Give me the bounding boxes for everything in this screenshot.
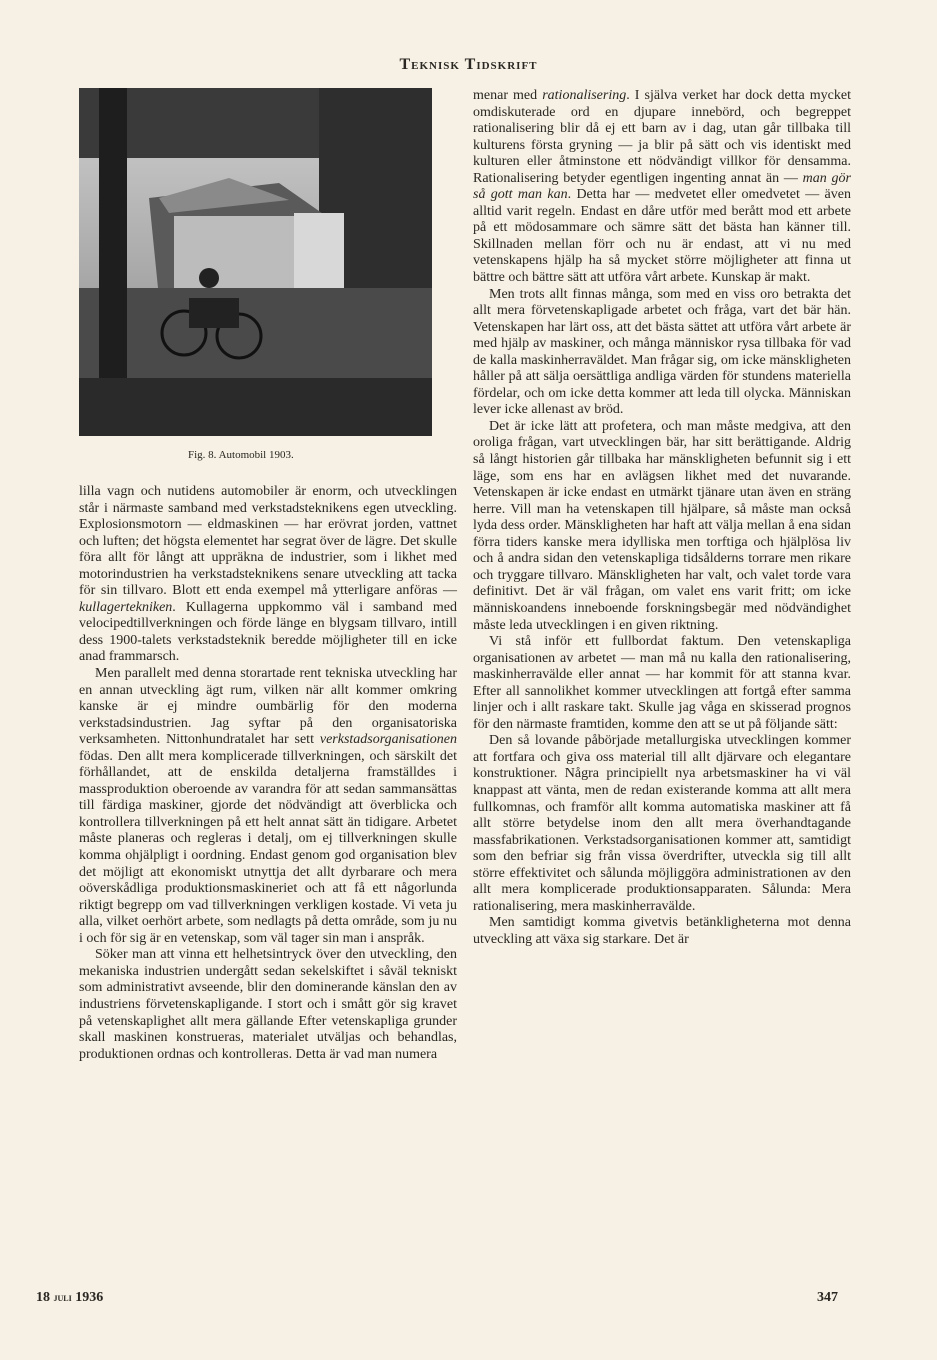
right-column — [473, 88, 851, 948]
right-paragraph-6: Men samtidigt komma givetvis betänkligheterna mot denna utveckling att växa sig starkare. Det är — [473, 915, 851, 947]
journal-title: Teknisk Tidskrift — [399, 56, 538, 73]
right-paragraph-2: Men trots allt finnas många, som med en viss oro betrakta det allt mera förvetenskapligade arbetet och fråga, vart det bär hän. Vetenskapen har lärt oss, att det bästa sättet att utföra vårt arbete är med hjälp av maskiner, och många människor rysa tillbaka för vad de kalla maskinherraväldet. Man frågar sig, om icke mänskligheten håller på att sälja oersättliga andliga värden för stundens materiella fördelar, och om icke detta kommer att leda till olycka. Människan lever icke allenast av bröd. — [473, 286, 851, 418]
left-paragraph-3: Söker man att vinna ett helhetsintryck över den utveckling, den mekaniska industrien undergått sedan sekelskiftet i såväl tekniskt som administrativt avseende, blir den dominerande känslan den av industriens förvetenskapligande. I stort och i smått gör sig kravet på vetenskaplighet allt mera gällande Efter vetenskapliga grunder skall maskinen konstrueras, materialet utväljas och behandlas, produktionen ordnas och kontrolleras. Detta är vad man numera — [79, 947, 457, 1062]
right-paragraph-5: Den så lovande påbörjade metallurgiska utvecklingen kommer att fortfara och giva oss material till allt djärvare och elegantare konstruktioner. Några principiellt nya arbetsmaskiner ha vi väl knappast att vänta, men de redan existerande komma att allt mera fullkomnas, och framför allt komma automatiska maskiner att få allt större betydelse inom den allt mera överhandtagande massfabrikationen. Verkstadsorganisationen kommer att, samtidigt som den befriar sig från vissa överdrifter, utveckla sig till allt större effektivitet och sålunda möjliggöra administrationen av den allt mera komplicerade produktionsapparaten. Sålunda: Mera rationalisering, mera maskinherravälde. — [473, 733, 851, 914]
right-paragraph-3: Det är icke lätt att profetera, och man måste medgiva, att den oroliga frågan, vart utvecklingen bär, har sitt berättigande. Aldrig så långt historien går tillbaka har mänskligheten befunnit sig i ett läge, som ens har en avlägsen likhet med det nuvarande. Vetenskapen är icke endast en utmärkt tjänare utan även en sträng herre. Vill man ha vetenskapen till hjälpare, så måste man också lyda dess order. Mänskligheten har haft att välja mellan å ena sidan förra tiders kanske mera idylliska men torftiga och hjälplösa liv och å andra sidan den vetenskapliga tidsålderns torrare men rikare och tryggare tillvaro. Mänskligheten har valt, och valet torde vara definitivt. Det är väl frågan, om valet ens varit fritt; om icke människoandens inneboende forskningsbegär med nödvändighet måste leda utvecklingen i en given riktning. — [473, 418, 851, 633]
page-number: 347 — [817, 1290, 838, 1305]
figure-caption: Fig. 8. Automobil 1903. — [188, 449, 294, 461]
issue-date: 18 juli 1936 — [36, 1290, 104, 1305]
right-paragraph-4: Vi stå inför ett fullbordat faktum. Den vetenskapliga organisationen av arbetet — man må nu kalla den rationalisering, maskinherravälde eller annat — har kommit för att stanna kvar. Efter all sannolikhet kommer utvecklingen att fortgå efter samma linjer och i allt raskare takt. Skulle jag våga en skisserad prognos för den närmaste framtiden, komme den att se ut på följande sätt: — [473, 634, 851, 732]
left-column — [79, 484, 457, 1063]
automobile-photo — [79, 88, 432, 436]
left-paragraph-2: Men parallelt med denna storartade rent tekniska utveckling har en annan utveckling ägt rum, vilken när allt kommer omkring kanske är ej mindre oumbärlig för den moderna verkstadsindustrien. Jag syftar på den organisatoriska verksamheten. Nittonhundratalet har sett verkstadsorganisationen födas. Den allt mera komplicerade tillverkningen, och särskilt det förhållandet, att de enskilda detaljerna framställdes i massproduktion oberoende av varandra för att sedan sammansättas till färdiga maskiner, gjorde det nödvändigt att överblicka och kontrollera tillverkningen på ett helt annat sätt än tidigare. Arbetet måste planeras och regleras i detalj, om ej tillverkningen skulle komma ohjälpligt i oordning. Endast genom god organisation blev det möjligt att ekonomiskt utnyttja det allt dyrbarare och mera oöverskådliga produktionsmaskineriet och att få ett någorlunda riktigt begrepp om vad tillverkningen verkligen kostade. Vi veta ju alla, vilket oerhört arbete, som nedlagts på detta område, som ju nu i och för sig är en vetenskap, som väl tager sin man i anspråk. — [79, 666, 457, 946]
left-paragraph-1: lilla vagn och nutidens automobiler är enorm, och utvecklingen står i närmaste samband med verkstadsteknikens egen utveckling. Explosionsmotorn — eldmaskinen — har erövrat jorden, vattnet och luften; det högsta elementet har segrat över de lägre. Det skulle föra allt för långt att uppräkna de industrier, som i likhet med motorindustrien ha verkstadsteknikens senare utveckling att tacka för sin tillvaro. Blott ett enda exempel må ytterligare anföras — kullagertekniken. Kullagerna uppkommo väl i samband med velocipedtillverkningen och förde länge en blygsam tillvaro, intill dess 1900-talets verkstadsteknik beredde möjligheter till en icke anad frammarsch. — [79, 484, 457, 665]
right-paragraph-1: menar med rationalisering. I själva verket har dock detta mycket omdiskuterade ord en djupare innebörd, och begreppet rationalisering blir då ej ett barn av i dag, utan går tillbaka till kulturens första gryning — ja blir på sätt och vis identiskt med kulturen eller åtminstone ett nödvändigt villkor för densamma. Rationalisering betyder egentligen ingenting annat än — man gör så gott man kan. Detta har — medvetet eller omedvetet — även alltid varit regeln. Endast en dåre utför med berått mod ett arbete på ett mödosammare och sämre sätt det bästa han känner till. Skillnaden mellan förr och nu är endast, att vi nu med vetenskapens hjälp ha så mycket större möjligheter att finna ut bättre och bättre sätt att utföra vårt arbete. Kunskap är makt. — [473, 88, 851, 286]
